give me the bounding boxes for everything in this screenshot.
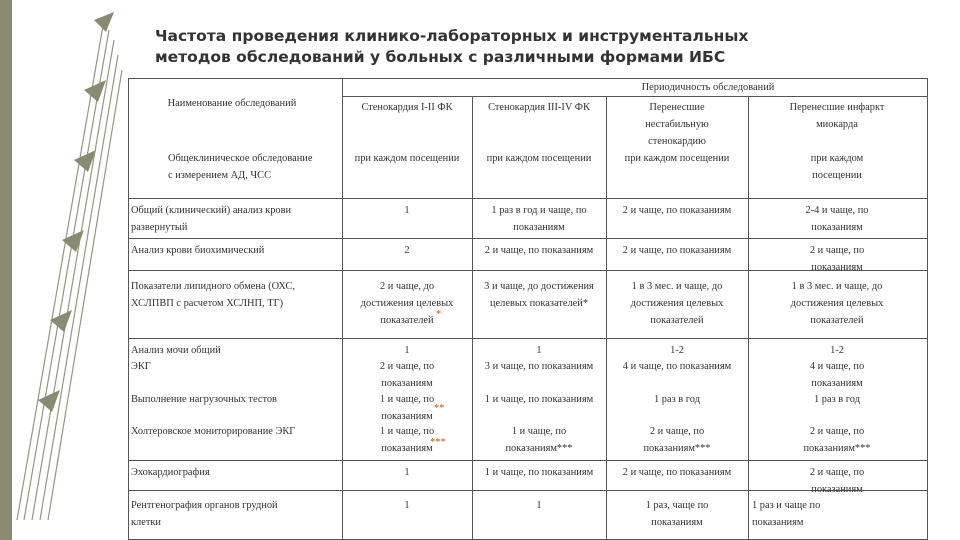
cell: 2 и чаще, по показаниям (809, 467, 865, 495)
cell: 1 и чаще, по показаниям (484, 394, 594, 405)
examination-table (128, 78, 928, 540)
cell: 2 и чаще, по показаниям (484, 245, 594, 256)
cell: при каждом посещении (810, 153, 864, 181)
header-group-label: Периодичность обследований (641, 82, 775, 93)
row-name: Выполнение нагрузочных тестов (131, 394, 277, 405)
cell: 2 и чаще, по показаниям (379, 361, 435, 389)
row-name: Общий (клинический) анализ крови развернутый (131, 205, 292, 233)
cell: 1 (404, 205, 410, 216)
cell: 4 и чаще, по показаниям (809, 361, 865, 389)
sidebar-stripe (0, 0, 12, 540)
header-name-col: Наименование обследований (167, 98, 297, 109)
cell: 2 и чаще, по показаниям*** (803, 426, 871, 454)
decorative-arrow-pattern (14, 0, 134, 540)
cell: 3 и чаще, по показаниям (484, 361, 594, 372)
cell: 1 в 3 мес. и чаще, до достижения целевых показателей (630, 281, 724, 326)
cell: 1 (536, 345, 542, 356)
cell: 1 раз и чаще по показаниям (752, 500, 821, 528)
cell: 2 и чаще, по показаниям (622, 245, 732, 256)
cell: 1 раз, чаще по показаниям (645, 500, 709, 528)
cell: 2 и чаще, по показаниям (622, 467, 732, 478)
cell: 4 и чаще, по показаниям (622, 361, 732, 372)
row-name: Эхокардиография (131, 467, 210, 478)
header-col-1: Стенокардия I-II ФК (361, 102, 453, 113)
row-name: Общеклиническое обследование с измерением АД, ЧСС (168, 153, 313, 181)
cell: 1 и чаще, по показаниям (484, 467, 594, 478)
cell: 2 (404, 245, 410, 256)
cell: 1 (404, 500, 410, 511)
cell: 1 и чаще, по показаниям (379, 426, 435, 454)
header-col-2: Стенокардия III-IV ФК (488, 102, 590, 113)
cell: 3 и чаще, до достижения целевых показателей* (484, 281, 594, 309)
cell: 2 и чаще, по показаниям*** (643, 426, 711, 454)
cell: 2 и чаще, по показаниям (622, 205, 732, 216)
cell: 1 раз в год и чаще, по показаниям (491, 205, 587, 233)
footnote-mark: ** (434, 403, 445, 414)
cell: 2-4 и чаще, по показаниям (805, 205, 869, 233)
header-col-4: Перенесшие инфаркт миокарда (789, 102, 885, 130)
footnote-mark: * (436, 309, 442, 320)
cell: 1-2 (830, 345, 844, 356)
cell: 1 (404, 345, 410, 356)
cell: 1 в 3 мес. и чаще, до достижения целевых показателей (790, 281, 884, 326)
header-col-3: Перенесшие нестабильную стенокардию (645, 102, 709, 147)
cell: 1 раз в год (654, 394, 700, 405)
cell: 1 и чаще, по показаниям*** (505, 426, 573, 454)
row-name: Показатели липидного обмена (ОХС, ХСЛПВП с расчетом ХСЛНП, ТГ) (131, 281, 295, 309)
cell: 2 и чаще, до достижения целевых показателей (360, 281, 454, 326)
cell: при каждом посещении (354, 153, 460, 164)
cell: 1 (536, 500, 542, 511)
row-name: Анализ мочи общий (131, 345, 221, 356)
row-name: ЭКГ (131, 361, 151, 372)
row-name: Холтеровское мониторирование ЭКГ (131, 426, 296, 437)
cell: 1 (404, 467, 410, 478)
page-title: Частота проведения клинико-лабораторных и инструментальных методов обследований у больных с различными формами ИБС (155, 27, 749, 66)
cell: при каждом посещении (486, 153, 592, 164)
cell: 1-2 (670, 345, 684, 356)
cell: 1 раз в год (814, 394, 860, 405)
row-name: Рентгенография органов грудной клетки (131, 500, 278, 528)
cell: 2 и чаще, по показаниям (809, 245, 865, 273)
row-name: Анализ крови биохимический (131, 245, 265, 256)
cell: 1 и чаще, по показаниям (379, 394, 435, 422)
cell: при каждом посещении (624, 153, 730, 164)
footnote-mark: *** (430, 437, 446, 448)
